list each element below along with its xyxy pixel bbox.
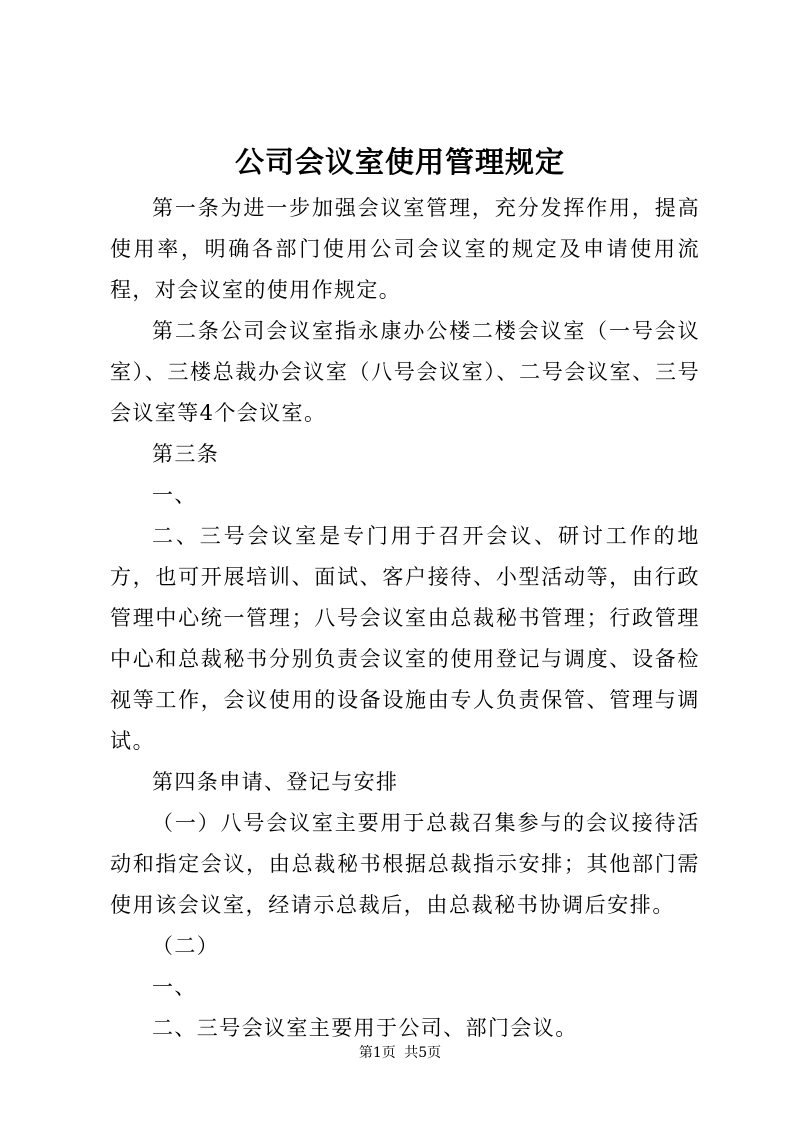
document-title: 公司会议室使用管理规定 — [234, 145, 565, 179]
paragraph-item-2: 二、三号会议室是专门用于召开会议、研讨工作的地方，也可开展培训、面试、客户接待、小型活动等，由行政管理中心统一管理；八号会议室由总裁秘书管理；行政管理中心和总裁秘书分别负责会议室的使用登记与调度、设备检视等工作，会议使用的设备设施由专人负责保管、管理与调试。 — [110, 524, 700, 753]
paragraph-article-4-heading: 第四条申请、登记与安排 — [152, 770, 399, 794]
document-body — [110, 188, 700, 1049]
paragraph-subsection-1: （一）八号会议室主要用于总裁召集参与的会议接待活动和指定会议，由总裁秘书根据总裁指示安排；其他部门需使用该会议室，经请示总裁后，由总裁秘书协调后安排。 — [110, 811, 700, 917]
paragraph-article-2: 第二条公司会议室指永康办公楼二楼会议室（一号会议室）、三楼总裁办会议室（八号会议室）、二号会议室、三号会议室等4个会议室。 — [110, 319, 700, 425]
page-number: 第1页 — [358, 1045, 396, 1061]
paragraph-item-1: 一、 — [152, 483, 197, 507]
paragraph-subsection-2-item-1: 一、 — [152, 975, 197, 999]
paragraph-subsection-2: （二） — [152, 934, 220, 958]
page-footer — [0, 1043, 800, 1063]
paragraph-article-3-heading: 第三条 — [152, 442, 220, 466]
paragraph-subsection-2-item-2: 二、三号会议室主要用于公司、部门会议。 — [152, 1016, 578, 1040]
page-total: 共5页 — [404, 1045, 442, 1061]
paragraph-article-1: 第一条为进一步加强会议室管理，充分发挥作用，提高使用率，明确各部门使用公司会议室的规定及申请使用流程，对会议室的使用作规定。 — [110, 196, 700, 302]
